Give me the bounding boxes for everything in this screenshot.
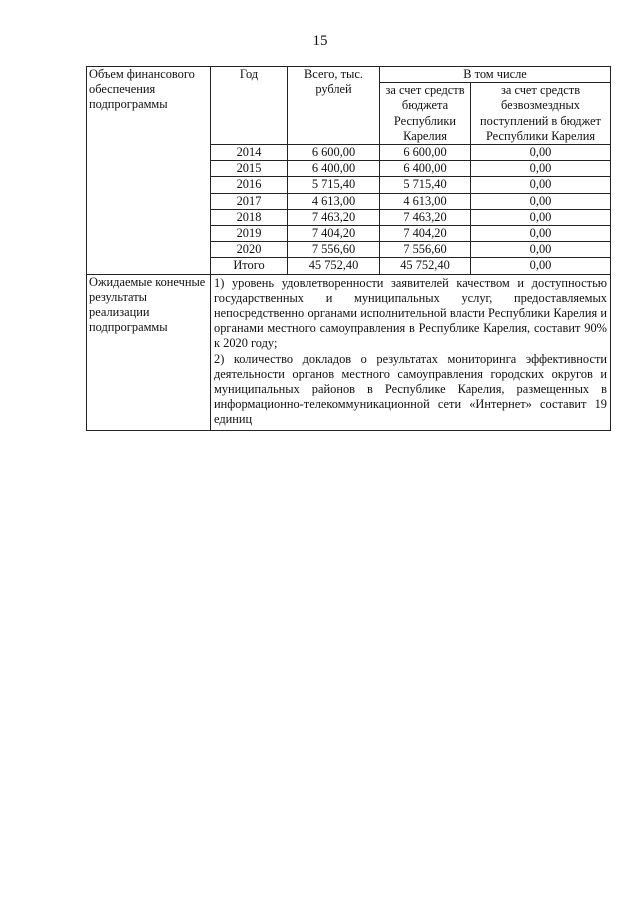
budget-cell: 4 613,00	[380, 193, 471, 209]
year-cell: Итого	[211, 258, 288, 274]
result-item: 2) количество докладов о результатах мониторинга эффективности деятельности органов местного самоуправления городских округов и муниципальных районов в Республике Карелия, размещенных в информационно-телекоммуникационной сети «Интернет» составит 19 единиц	[214, 351, 607, 427]
total-cell: 4 613,00	[288, 193, 380, 209]
total-cell: 6 400,00	[288, 161, 380, 177]
total-cell: 45 752,40	[288, 258, 380, 274]
header-row	[87, 67, 611, 83]
subprogram-table	[86, 66, 611, 431]
grants-cell: 0,00	[471, 161, 611, 177]
total-cell: 7 404,20	[288, 226, 380, 242]
grants-cell: 0,00	[471, 258, 611, 274]
grants-cell: 0,00	[471, 242, 611, 258]
budget-cell: 7 556,60	[380, 242, 471, 258]
grants-cell: 0,00	[471, 145, 611, 161]
year-cell: 2019	[211, 226, 288, 242]
results-row	[87, 274, 611, 430]
total-cell: 6 600,00	[288, 145, 380, 161]
budget-cell: 7 463,20	[380, 209, 471, 225]
year-cell: 2014	[211, 145, 288, 161]
year-cell: 2018	[211, 209, 288, 225]
grants-cell: 0,00	[471, 193, 611, 209]
financing-label: Объем финансового обеспечения подпрограммы	[87, 67, 211, 275]
result-item: 1) уровень удовлетворенности заявителей качеством и доступностью государственных и муниципальных услуг, предоставляемых непосредственно органами исполнительной власти Республики Карелия и органами местного самоуправления в Республике Карелия, составит 90% к 2020 году;	[214, 275, 607, 351]
grants-cell: 0,00	[471, 209, 611, 225]
results-text	[211, 274, 611, 430]
budget-cell: 7 404,20	[380, 226, 471, 242]
year-cell: 2015	[211, 161, 288, 177]
including-header: В том числе	[380, 67, 611, 83]
grants-header: за счет средств безвозмездных поступлений в бюджет Республики Карелия	[471, 83, 611, 145]
budget-cell: 6 400,00	[380, 161, 471, 177]
budget-header: за счет средств бюджета Республики Карелия	[380, 83, 471, 145]
year-cell: 2016	[211, 177, 288, 193]
grants-cell: 0,00	[471, 177, 611, 193]
budget-cell: 45 752,40	[380, 258, 471, 274]
total-header: Всего, тыс. рублей	[288, 67, 380, 145]
year-cell: 2017	[211, 193, 288, 209]
year-cell: 2020	[211, 242, 288, 258]
year-header: Год	[211, 67, 288, 145]
budget-cell: 5 715,40	[380, 177, 471, 193]
grants-cell: 0,00	[471, 226, 611, 242]
total-cell: 5 715,40	[288, 177, 380, 193]
budget-cell: 6 600,00	[380, 145, 471, 161]
total-cell: 7 463,20	[288, 209, 380, 225]
results-label: Ожидаемые конечные результаты реализации подпрограммы	[87, 274, 211, 430]
total-cell: 7 556,60	[288, 242, 380, 258]
page-number: 15	[312, 33, 328, 49]
